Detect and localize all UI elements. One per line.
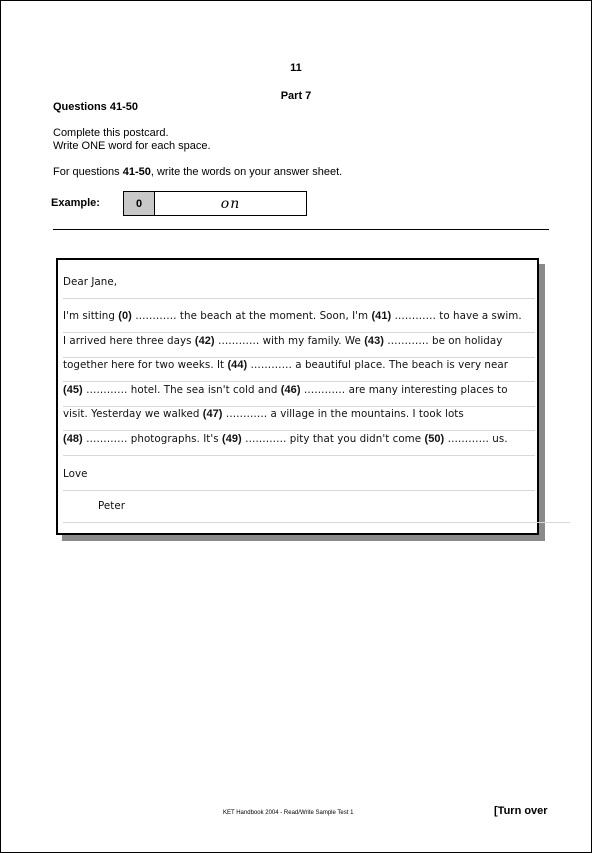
page-number: 11 — [290, 62, 302, 74]
postcard-text-segment: ………… hotel. The sea isn't cold and — [82, 383, 281, 396]
postcard-greeting: Dear Jane, — [63, 274, 535, 299]
postcard-text-segment: ………… us. — [444, 432, 508, 445]
postcard-text-segment: ………… the beach at the moment. Soon, I'm — [131, 310, 372, 322]
footer-source: KET Handbook 2004 - Read/Write Sample Test 1 — [223, 810, 354, 816]
question-number: (46) — [280, 383, 301, 396]
question-number: (41) — [371, 310, 392, 322]
example-answer: on — [220, 195, 241, 212]
part-title: Part 7 — [280, 90, 312, 102]
postcard-text-segment: ………… are many interesting places to — [300, 383, 508, 396]
question-number: (0) — [118, 310, 132, 322]
instruction-answer-sheet — [53, 166, 342, 178]
postcard-text-segment: ………… pity that you didn't come — [241, 432, 425, 445]
postcard-text-segment: ………… a village in the mountains. I took lots — [222, 408, 464, 420]
postcard-text-segment: ………… to have a swim. — [391, 310, 522, 322]
postcard-line-5 — [63, 406, 535, 431]
postcard — [56, 258, 539, 535]
postcard-signature: Peter — [63, 498, 570, 523]
postcard-text-segment: I'm sitting — [63, 310, 119, 322]
question-number: (42) — [194, 334, 215, 347]
question-number: (43) — [364, 334, 384, 347]
section-divider — [53, 229, 549, 230]
postcard-line-1 — [63, 308, 535, 333]
postcard-text-segment: ………… photographs. It's — [82, 432, 222, 445]
example-label: Example: — [51, 197, 100, 209]
instruction-one-word: Write ONE word for each space. — [53, 140, 211, 152]
example-number: 0 — [124, 192, 155, 215]
postcard-text-segment: I arrived here three days — [63, 334, 195, 347]
question-number: (50) — [424, 432, 445, 445]
postcard-text-segment: together here for two weeks. It — [63, 359, 228, 371]
postcard-line-4 — [63, 382, 535, 407]
turn-over: [Turn over — [494, 805, 548, 817]
example-box — [123, 191, 307, 216]
postcard-text-segment: visit. Yesterday we walked — [63, 408, 203, 420]
instruction-post: , write the words on your answer sheet. — [150, 166, 343, 178]
questions-heading: Questions 41-50 — [53, 101, 138, 113]
instruction-pre: For questions — [53, 166, 123, 178]
postcard-text-segment: ………… a beautiful place. The beach is very near — [247, 359, 509, 371]
question-number: (49) — [222, 432, 242, 445]
instruction-complete: Complete this postcard. — [53, 127, 169, 139]
postcard-text-segment: ………… with my family. We — [214, 334, 365, 347]
question-number: (45) — [63, 383, 83, 396]
question-number: (48) — [63, 432, 83, 445]
question-number: (44) — [227, 359, 248, 371]
postcard-line-2 — [63, 333, 535, 358]
postcard-line-3 — [63, 357, 535, 382]
question-number: (47) — [202, 408, 223, 420]
instruction-range: 41-50 — [122, 166, 151, 178]
postcard-text-segment: ………… be on holiday — [383, 334, 503, 347]
postcard-line-6 — [63, 431, 535, 456]
postcard-closing: Love — [63, 466, 535, 491]
